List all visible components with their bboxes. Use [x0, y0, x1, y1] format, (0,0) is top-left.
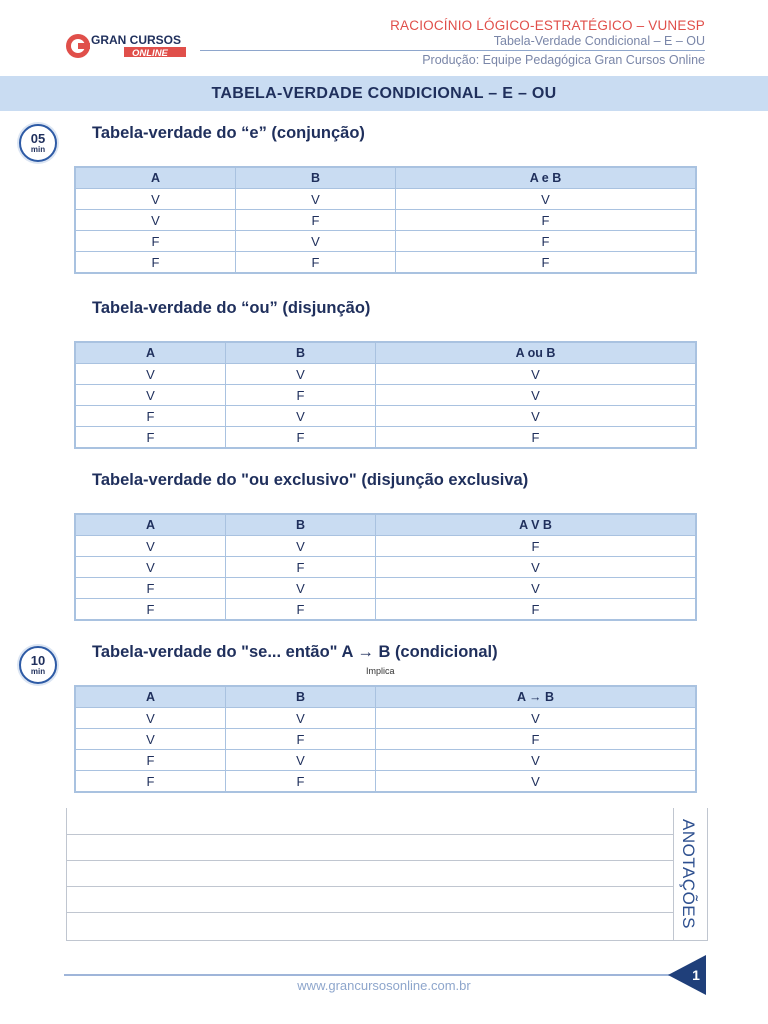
section-title-disjuncao: Tabela-verdade do “ou” (disjunção): [92, 299, 371, 317]
table-cell: V: [75, 189, 236, 210]
table-cell: V: [75, 708, 226, 729]
table-cell: V: [75, 729, 226, 750]
table-cell: V: [376, 771, 697, 793]
table-cell: F: [226, 771, 376, 793]
page-number-badge: [668, 955, 706, 995]
table-cell: V: [75, 385, 226, 406]
table-cell: V: [376, 385, 697, 406]
table-header-row: [75, 167, 696, 189]
timer-badge-10: [19, 646, 57, 684]
table-row: [75, 536, 696, 557]
table-cell: F: [236, 210, 396, 231]
table-cell: F: [226, 599, 376, 621]
table-cell: F: [226, 385, 376, 406]
header-cell: A ou B: [376, 342, 697, 364]
notes-label: ANOTAÇÕES: [679, 819, 699, 929]
lesson-subtitle: Tabela-Verdade Condicional – E – OU: [493, 34, 705, 48]
table-cell: V: [376, 406, 697, 427]
table-cell: F: [376, 599, 697, 621]
truth-table-ou-exclusivo: [74, 513, 697, 621]
truth-table-disjuncao: [74, 341, 697, 449]
table-cell: V: [226, 750, 376, 771]
header-cell: A e B: [396, 167, 697, 189]
table-cell: V: [376, 578, 697, 599]
logo-word2: ONLINE: [132, 48, 168, 59]
timer-number: 10: [30, 652, 46, 668]
table-row: [75, 252, 696, 274]
page-title: TABELA-VERDADE CONDICIONAL – E – OU: [211, 84, 557, 102]
table-row: [75, 557, 696, 578]
implica-note: Implica: [366, 666, 395, 676]
page-title-bar: [0, 76, 768, 111]
notes-area[interactable]: [66, 808, 708, 941]
table-cell: F: [226, 427, 376, 449]
notes-line: [67, 912, 673, 913]
table-cell: V: [376, 708, 697, 729]
table-cell: F: [75, 771, 226, 793]
table-cell: V: [226, 708, 376, 729]
header-cell: A: [75, 167, 236, 189]
header-cell: A: [75, 686, 226, 708]
notes-label-box: [663, 813, 713, 935]
table-cell: F: [75, 427, 226, 449]
table-row: [75, 231, 696, 252]
table-cell: F: [75, 599, 226, 621]
table-cell: F: [376, 729, 697, 750]
table-cell: F: [75, 252, 236, 274]
table-cell: V: [226, 536, 376, 557]
table-header-row: [75, 342, 696, 364]
table-row: [75, 364, 696, 385]
table-cell: F: [75, 406, 226, 427]
table-header-row: [75, 686, 696, 708]
timer-unit: min: [30, 666, 46, 676]
notes-line: [67, 860, 673, 861]
course-title: RACIOCÍNIO LÓGICO-ESTRATÉGICO – VUNESP: [390, 18, 705, 33]
table-cell: F: [226, 557, 376, 578]
gran-cursos-logo: [64, 30, 188, 62]
table-row: [75, 210, 696, 231]
table-cell: V: [226, 364, 376, 385]
table-row: [75, 427, 696, 449]
table-cell: F: [75, 578, 226, 599]
table-cell: F: [396, 231, 697, 252]
table-cell: V: [376, 557, 697, 578]
truth-table-conjuncao: [74, 166, 697, 274]
table-row: [75, 771, 696, 793]
table-cell: V: [75, 536, 226, 557]
table-header-row: [75, 514, 696, 536]
table-row: [75, 578, 696, 599]
table-cell: V: [75, 557, 226, 578]
table-cell: V: [236, 189, 396, 210]
section-title-conjuncao: Tabela-verdade do “e” (conjunção): [92, 124, 365, 142]
table-cell: V: [226, 406, 376, 427]
header-cell: A: [75, 514, 226, 536]
header-cell: A → B: [376, 686, 697, 708]
table-row: [75, 750, 696, 771]
table-cell: F: [75, 750, 226, 771]
header-divider: [200, 50, 705, 51]
section-title-ou-exclusivo: Tabela-verdade do "ou exclusivo" (disjunção exclusiva): [92, 471, 529, 489]
table-row: [75, 729, 696, 750]
table-cell: F: [75, 231, 236, 252]
header-cell: B: [236, 167, 396, 189]
table-row: [75, 599, 696, 621]
production-credit: Produção: Equipe Pedagógica Gran Cursos Online: [422, 53, 705, 67]
table-row: [75, 708, 696, 729]
table-cell: V: [376, 750, 697, 771]
footer-url[interactable]: www.grancursosonline.com.br: [297, 978, 471, 993]
table-cell: V: [75, 364, 226, 385]
table-cell: F: [226, 729, 376, 750]
table-cell: V: [236, 231, 396, 252]
notes-line: [67, 886, 673, 887]
logo-word1: GRAN CURSOS: [91, 33, 182, 47]
footer-divider: [64, 974, 672, 976]
timer-badge-05: [19, 124, 57, 162]
table-cell: V: [376, 364, 697, 385]
header-info: [390, 18, 705, 48]
header-cell: B: [226, 342, 376, 364]
table-row: [75, 406, 696, 427]
table-cell: F: [396, 252, 697, 274]
header-cell: B: [226, 514, 376, 536]
header-cell: A V B: [376, 514, 697, 536]
truth-table-condicional: [74, 685, 697, 793]
timer-number: 05: [30, 130, 46, 146]
header-cell: A: [75, 342, 226, 364]
table-row: [75, 385, 696, 406]
table-cell: F: [376, 427, 697, 449]
table-cell: V: [75, 210, 236, 231]
table-cell: V: [226, 578, 376, 599]
table-cell: F: [236, 252, 396, 274]
table-cell: V: [396, 189, 697, 210]
table-cell: F: [396, 210, 697, 231]
table-row: [75, 189, 696, 210]
table-cell: F: [376, 536, 697, 557]
timer-unit: min: [30, 144, 46, 154]
header-cell: B: [226, 686, 376, 708]
page-number: 1: [692, 967, 700, 983]
notes-line: [67, 834, 673, 835]
section-title-condicional: Tabela-verdade do "se... então" A → B (condicional): [92, 643, 498, 661]
